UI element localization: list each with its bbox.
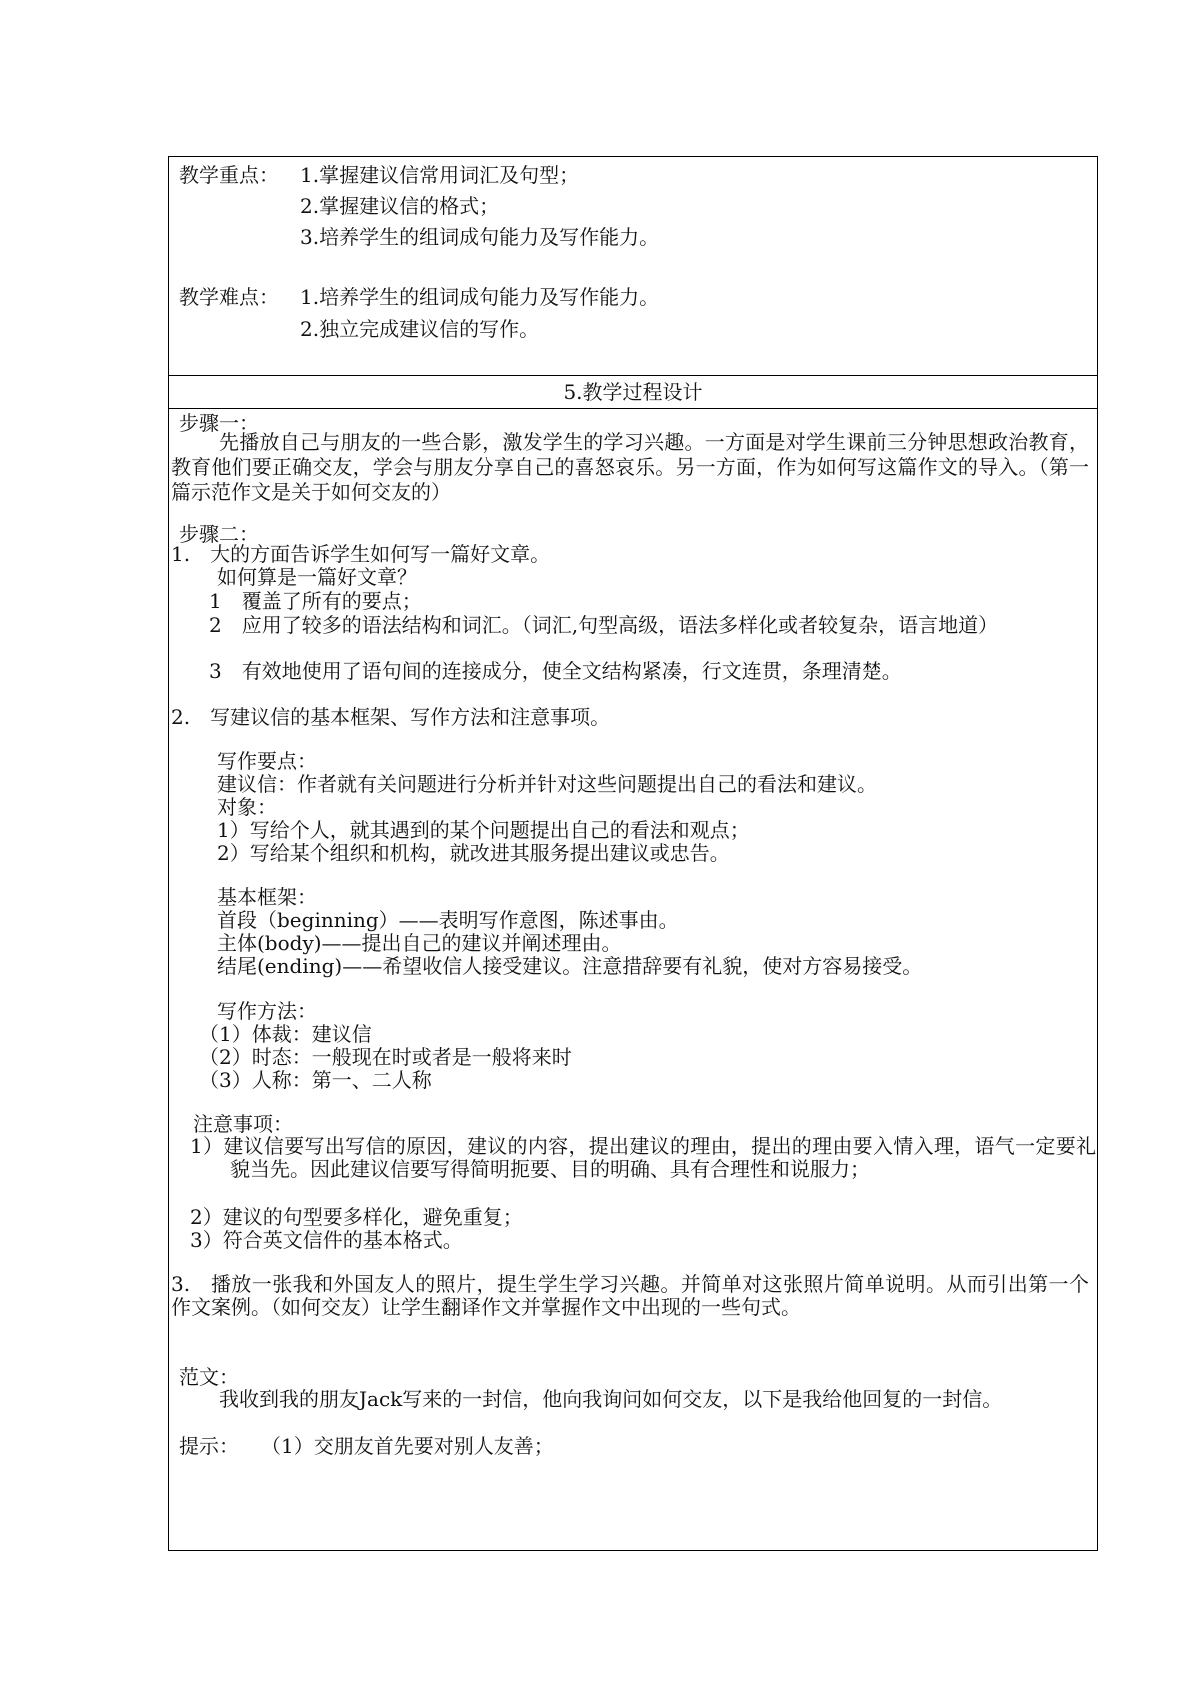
note-3: 3）符合英文信件的基本格式。 bbox=[190, 1228, 463, 1252]
step2-item1: 1. 大的方面告诉学生如何写一篇好文章。 bbox=[171, 542, 551, 566]
difficult-points-label: 教学难点： bbox=[179, 285, 279, 309]
step1-heading: 步骤一： bbox=[179, 411, 259, 435]
object-1: 1）写给个人，就其遇到的某个问题提出自己的看法和观点； bbox=[217, 818, 750, 842]
key-point-3: 3.培养学生的组词成句能力及写作能力。 bbox=[300, 225, 660, 249]
key-point-1: 1.掌握建议信常用词汇及句型； bbox=[300, 163, 580, 187]
step2-heading: 步骤二： bbox=[179, 522, 259, 546]
criterion-1: 1 覆盖了所有的要点； bbox=[209, 589, 422, 613]
lesson-plan-table bbox=[168, 156, 1098, 1551]
writing-points-heading: 写作要点： bbox=[217, 749, 317, 773]
teaching-process-cell bbox=[169, 409, 1097, 1550]
framework-beginning: 首段（beginning）——表明写作意图，陈述事由。 bbox=[217, 908, 679, 932]
difficult-point-1: 1.培养学生的组词成句能力及写作能力。 bbox=[300, 285, 660, 309]
methods-heading: 写作方法： bbox=[217, 999, 317, 1023]
key-point-2: 2.掌握建议信的格式； bbox=[300, 194, 500, 218]
framework-body: 主体(body)——提出自己的建议并阐述理由。 bbox=[217, 931, 622, 955]
key-difficult-points-cell bbox=[169, 157, 1097, 376]
criterion-3: 3 有效地使用了语句间的连接成分，使全文结构紧凑，行文连贯，条理清楚。 bbox=[209, 659, 902, 683]
notes-heading: 注意事项： bbox=[193, 1112, 293, 1136]
note-1: 1）建议信要写出写信的原因，建议的内容，提出建议的理由，提出的理由要入情入理，语气一定要礼貌当先。因此建议信要写得简明扼要、目的明确、具有合理性和说服力； bbox=[190, 1134, 1096, 1181]
section-title: 5.教学过程设计 bbox=[563, 380, 703, 404]
good-article-question: 如何算是一篇好文章？ bbox=[217, 565, 417, 589]
step2-item3: 3. 播放一张我和外国友人的照片，提生学生学习兴趣。并简单对这张照片简单说明。从而引出第一个作文案例。（如何交友）让学生翻译作文并掌握作文中出现的一些句式。 bbox=[171, 1272, 1089, 1319]
step1-paragraph: 先播放自己与朋友的一些合影，激发学生的学习兴趣。一方面是对学生课前三分钟思想政治教育，教育他们要正确交友，学会与朋友分享自己的喜怒哀乐。另一方面，作为如何写这篇作文的导入。（第一篇示范作文是关于如何交友的） bbox=[171, 430, 1089, 504]
method-2: （2）时态：一般现在时或者是一般将来时 bbox=[199, 1045, 572, 1069]
suggestion-letter-definition: 建议信：作者就有关问题进行分析并针对这些问题提出自己的看法和建议。 bbox=[217, 772, 877, 796]
example-intro: 我收到我的朋友Jack写来的一封信，他向我询问如何交友，以下是我给他回复的一封信。 bbox=[219, 1387, 1003, 1411]
difficult-point-2: 2.独立完成建议信的写作。 bbox=[300, 317, 540, 341]
object-label: 对象： bbox=[217, 795, 277, 819]
criterion-2: 2 应用了较多的语法结构和词汇。（词汇,句型高级，语法多样化或者较复杂，语言地道） bbox=[209, 613, 999, 637]
note-2: 2）建议的句型要多样化，避免重复； bbox=[190, 1205, 523, 1229]
hint-1: （1）交朋友首先要对别人友善； bbox=[261, 1434, 554, 1458]
method-1: （1）体裁：建议信 bbox=[199, 1022, 372, 1046]
step2-item2: 2. 写建议信的基本框架、写作方法和注意事项。 bbox=[171, 705, 611, 729]
hint-label: 提示： bbox=[179, 1434, 239, 1458]
method-3: （3）人称：第一、二人称 bbox=[199, 1068, 432, 1092]
framework-ending: 结尾(ending)——希望收信人接受建议。注意措辞要有礼貌，使对方容易接受。 bbox=[217, 954, 923, 978]
section-title-cell bbox=[169, 376, 1097, 409]
example-heading: 范文： bbox=[179, 1365, 239, 1389]
framework-heading: 基本框架： bbox=[217, 885, 317, 909]
object-2: 2）写给某个组织和机构，就改进其服务提出建议或忠告。 bbox=[217, 841, 730, 865]
key-points-label: 教学重点： bbox=[179, 163, 279, 187]
